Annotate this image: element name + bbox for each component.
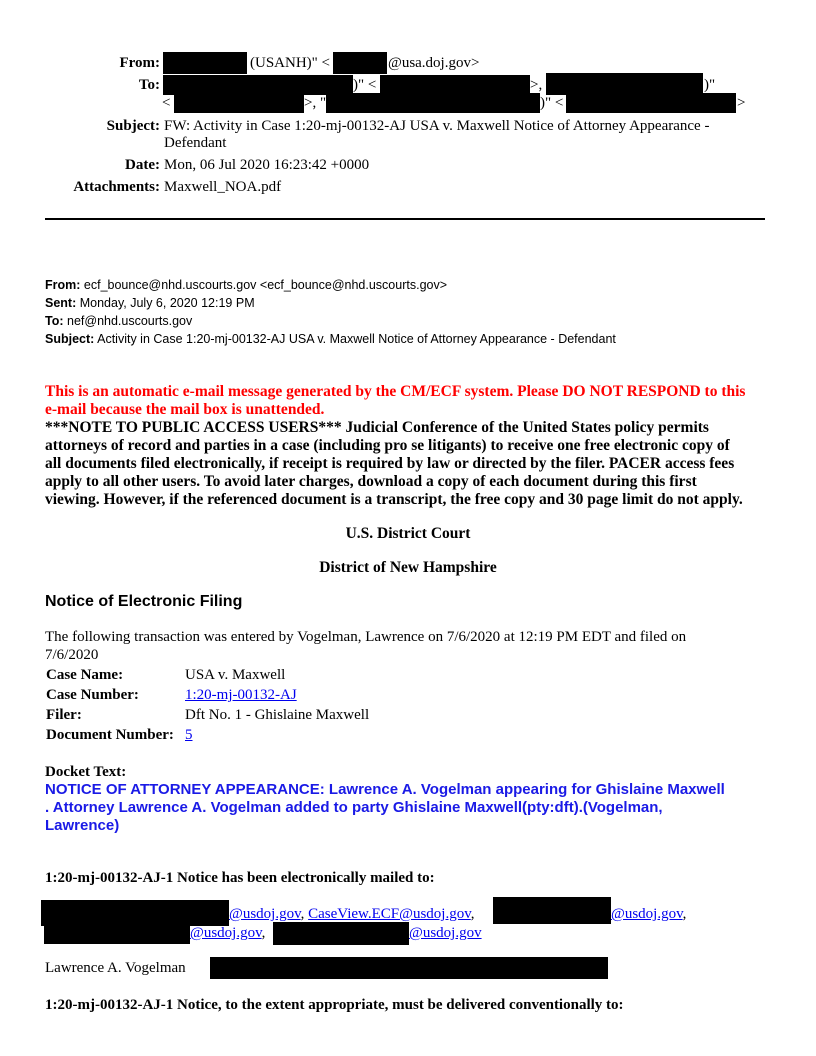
subject-line: Defendant [164, 135, 227, 151]
caseview-email-link[interactable]: CaseView.ECF@usdoj.gov [308, 906, 471, 922]
date-label: Date: [125, 157, 160, 173]
separator: , [261, 925, 266, 941]
attachment-link[interactable]: Maxwell_NOA.pdf [164, 179, 282, 195]
to-label: To: [138, 77, 160, 93]
date-value: Mon, 06 Jul 2020 16:23:42 +0000 [164, 157, 370, 173]
court-name: U.S. District Court [345, 525, 471, 542]
email-link[interactable]: @usdoj.gov [409, 925, 482, 941]
redaction [326, 93, 540, 113]
to-text: < [162, 95, 171, 111]
email-line-1 [229, 905, 475, 923]
nef-title: Notice of Electronic Filing [45, 593, 243, 610]
email-line-1b [611, 905, 686, 923]
policy-line: attorneys of record and parties in a case (including pro se litigants) to receive one free electronic copy of [45, 437, 730, 454]
to-text: )" < [540, 95, 564, 111]
fwd-sent-label: Sent: [45, 296, 77, 310]
email-line-2 [190, 924, 265, 942]
email-link[interactable]: @usdoj.gov [190, 925, 262, 941]
attorney-name: Lawrence A. Vogelman [45, 960, 186, 976]
case-number-link[interactable]: 1:20-mj-00132-AJ [185, 687, 297, 703]
case-name-value: USA v. Maxwell [185, 667, 286, 683]
to-text: >, [530, 77, 543, 93]
separator: , [300, 906, 305, 922]
case-name-label: Case Name: [46, 667, 124, 683]
separator: , [682, 906, 687, 922]
subject-line: FW: Activity in Case 1:20-mj-00132-AJ USA v. Maxwell Notice of Attorney Appearance - [164, 118, 710, 134]
email-line-2b [409, 924, 482, 942]
docket-line: NOTICE OF ATTORNEY APPEARANCE: Lawrence A. Vogelman appearing for Ghislaine Maxwell [45, 781, 725, 798]
attachments-label: Attachments: [73, 179, 160, 195]
docket-label: Docket Text: [45, 764, 127, 780]
transaction-line: 7/6/2020 [45, 647, 99, 663]
from-domain: @usa.doj.gov> [388, 55, 480, 71]
from-label: From: [119, 55, 160, 71]
to-text: > [737, 95, 746, 111]
mailed-heading: 1:20-mj-00132-AJ-1 Notice has been electronically mailed to: [45, 870, 435, 886]
docket-line: Lawrence) [45, 817, 120, 834]
filer-value: Dft No. 1 - Ghislaine Maxwell [185, 707, 370, 723]
divider [45, 218, 765, 220]
fwd-from [45, 276, 447, 294]
redaction [163, 52, 247, 74]
fwd-subject-label: Subject: [45, 332, 95, 346]
document-number-link[interactable]: 5 [185, 727, 193, 743]
redaction [273, 922, 409, 945]
fwd-sent-value: Monday, July 6, 2020 12:19 PM [79, 296, 255, 310]
redaction [493, 897, 611, 924]
from-suffix: (USANH)" < [250, 55, 330, 71]
policy-line: apply to all other users. To avoid later charges, download a copy of each document during this first [45, 473, 697, 490]
redaction [380, 75, 530, 95]
filer-label: Filer: [46, 707, 82, 723]
fwd-sent [45, 294, 255, 312]
redaction [210, 957, 608, 979]
redaction [44, 922, 190, 944]
fwd-to-label: To: [45, 314, 64, 328]
fwd-subject-value: Activity in Case 1:20-mj-00132-AJ USA v. Maxwell Notice of Attorney Appearance - Defendant [97, 332, 616, 346]
fwd-to-value: nef@nhd.uscourts.gov [67, 314, 193, 328]
separator: , [470, 906, 475, 922]
warning-line: This is an automatic e-mail message generated by the CM/ECF system. Please DO NOT RESPOND to this [45, 383, 746, 400]
redaction [174, 93, 304, 113]
district-name: District of New Hampshire [319, 559, 497, 576]
transaction-line: The following transaction was entered by Vogelman, Lawrence on 7/6/2020 at 12:19 PM EDT and filed on [45, 629, 687, 645]
policy-line: ***NOTE TO PUBLIC ACCESS USERS*** Judicial Conference of the United States policy permits [45, 419, 709, 436]
email-link[interactable]: @usdoj.gov [229, 906, 301, 922]
email-link[interactable]: @usdoj.gov [611, 906, 683, 922]
fwd-from-label: From: [45, 278, 81, 292]
document-number-label: Document Number: [46, 727, 174, 743]
subject-label: Subject: [106, 118, 160, 134]
to-text: >, " [304, 95, 327, 111]
redaction [163, 75, 353, 95]
fwd-to [45, 312, 192, 330]
conventional-heading: 1:20-mj-00132-AJ-1 Notice, to the extent appropriate, must be delivered conventionally to: [45, 997, 624, 1013]
redaction [333, 52, 387, 74]
case-number-label: Case Number: [46, 687, 139, 703]
fwd-from-value: ecf_bounce@nhd.uscourts.gov <ecf_bounce@nhd.uscourts.gov> [83, 278, 448, 292]
policy-line: all documents filed electronically, if receipt is required by law or directed by the filer. PACER access fees [45, 455, 735, 472]
fwd-subject [45, 330, 616, 348]
to-text: )" < [353, 77, 377, 93]
policy-line: viewing. However, if the referenced document is a transcript, the free copy and 30 page limit do not apply. [45, 491, 743, 508]
redaction [546, 73, 703, 95]
to-text: )" [704, 77, 716, 93]
docket-line: . Attorney Lawrence A. Vogelman added to party Ghislaine Maxwell(pty:dft).(Vogelman, [45, 799, 663, 816]
warning-line: e-mail because the mail box is unattended. [45, 401, 325, 418]
redaction [566, 93, 736, 113]
